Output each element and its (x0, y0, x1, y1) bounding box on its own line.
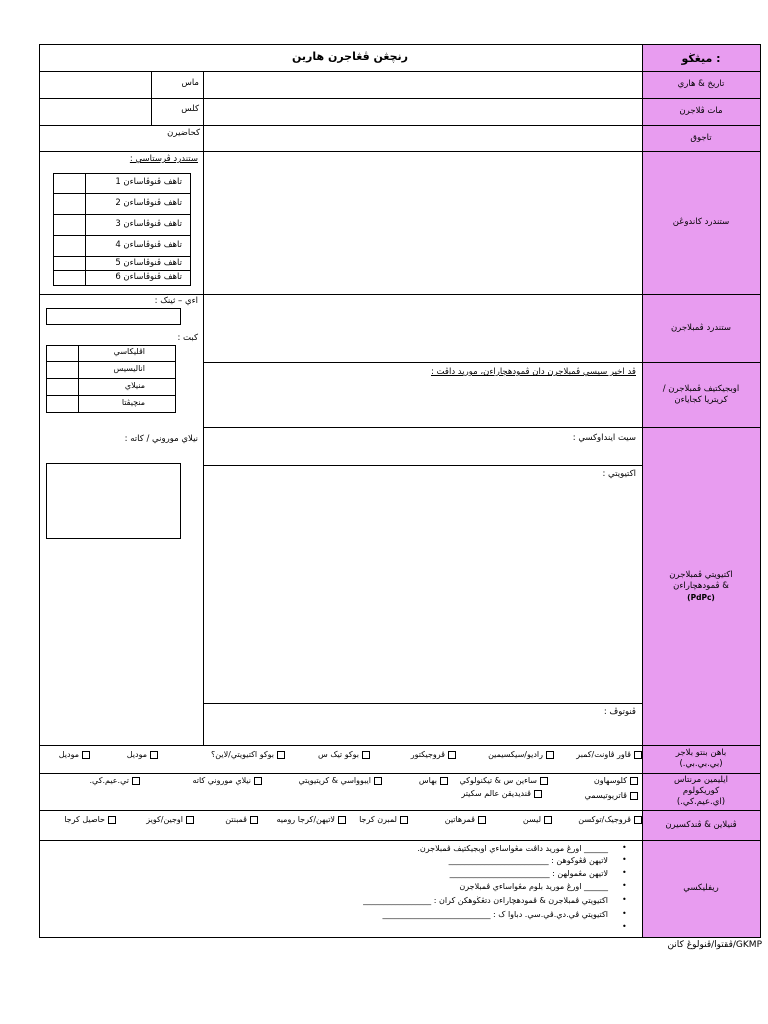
checkbox[interactable] (448, 751, 456, 759)
time-label: ماس (181, 78, 199, 88)
values-field[interactable] (46, 463, 181, 539)
checkbox[interactable] (150, 751, 158, 759)
bullet: • (622, 881, 627, 890)
bbb-option[interactable]: بوکو اکتيويتي/لاين؟ (211, 750, 285, 759)
set-induction-label: سيت اينداوکسي : (572, 433, 636, 443)
checkbox[interactable] (374, 777, 382, 785)
checkbox[interactable] (478, 816, 486, 824)
emk-option[interactable]: نيلاي موروني کاته (192, 776, 262, 785)
checkbox[interactable] (400, 816, 408, 824)
week-label: ميڠڬو : (681, 51, 721, 65)
kbat-row[interactable]: منچيڤتا (46, 396, 176, 413)
set-induction-field[interactable] (204, 445, 641, 465)
emk-option[interactable]: کلوسهاون (594, 776, 638, 785)
bullet: • (622, 843, 627, 852)
time-value-field[interactable] (204, 72, 641, 97)
activities-label-sub: (PdPc) (687, 592, 715, 602)
kbat-row[interactable]: اناليسيس (46, 362, 176, 379)
bbb-option[interactable]: ڤاور ڤاونت/کمبر (576, 750, 642, 759)
reflection-line: لاتيهن مڠمولهن : _________________________ (449, 869, 608, 878)
bullet: • (622, 868, 627, 877)
emk-option[interactable]: ڤنديديقن عالم سکيتر (461, 789, 542, 798)
bbb-option[interactable]: ڤروجيکتور (411, 750, 456, 759)
assessment-label: ڤنيلاين & ڤندکسيرن (665, 819, 737, 830)
perf-level-row[interactable]: تاهف ڤنوڤاساءن 5 (53, 257, 191, 271)
checkbox[interactable] (277, 751, 285, 759)
activity-field[interactable] (204, 482, 641, 702)
checkbox[interactable] (546, 751, 554, 759)
checkbox[interactable] (186, 816, 194, 824)
reflection-line: لاتيهن ڤڠوکوهن : _________________________ (448, 856, 608, 865)
i-think-field[interactable] (46, 308, 181, 325)
assessment-option[interactable]: لاتيهن/کرجا روميه (276, 815, 346, 824)
date-value-field[interactable] (40, 72, 150, 97)
checkbox[interactable] (108, 816, 116, 824)
bbb-option[interactable]: موديل (59, 750, 90, 759)
perf-level-row[interactable]: تاهف ڤنوڤاساءن 6 (53, 271, 191, 286)
perf-level-row[interactable]: تاهف ڤنوڤاساءن 2 (53, 194, 191, 215)
assessment-option[interactable]: ڤمرهاتين (445, 815, 486, 824)
reflection-line: اکتيويتي ڤي.دي.ڤي.سي. دباوا ک : ___________________________ (382, 910, 608, 919)
checkbox[interactable] (630, 777, 638, 785)
performance-standard-label: ستندرد ڤرستاسي : (129, 154, 198, 164)
footer-signature-line: ڤقتوا/ڤنولوڠ کانن/GKMP (667, 940, 762, 950)
bbb-option[interactable]: بوکو تيک س (318, 750, 370, 759)
checkbox[interactable] (82, 751, 90, 759)
learning-standard-label: ستندرد ڤمبلاجرن (670, 322, 732, 333)
emk-option[interactable]: تي.عيم.کي. (89, 776, 140, 785)
date-day-label: تاريخ & هاري (677, 79, 725, 89)
perf-level-row[interactable]: تاهف ڤنوڤاساءن 3 (53, 215, 191, 236)
checkbox[interactable] (540, 777, 548, 785)
closure-label: ڤنوتوڤ : (603, 707, 636, 717)
learning-standard-field[interactable] (204, 295, 641, 361)
activity-label: اکتيويتي : (602, 469, 636, 479)
bullet: • (622, 909, 627, 918)
assessment-option[interactable]: ڤمبنتن (225, 815, 258, 824)
i-think-label: اءي – ثينک : (154, 296, 198, 306)
checkbox[interactable] (634, 816, 642, 824)
assessment-option[interactable]: اوجين/کويز (146, 815, 194, 824)
content-standard-label: ستندرد کاندوڠن (672, 217, 730, 227)
content-standard-field[interactable] (204, 152, 641, 293)
perf-level-row[interactable]: تاهف ڤنوڤاساءن 1 (53, 173, 191, 194)
objectives-statement: ڤد اخير سيسي ڤمبلاجرن دان ڤمودهچاراءن، موريد داڤت : (430, 367, 636, 377)
cross-curricular-label: ايليمين مرنتاس کوريکولوم (اي.عيم.کي.) (674, 775, 728, 807)
subject-label: مات ڤلاجرن (679, 106, 723, 116)
checkbox[interactable] (440, 777, 448, 785)
kbat-label: کبت : (177, 333, 198, 343)
page-title: رنچڠن ڤڠاجرن هارين (292, 50, 408, 63)
reflection-line: ______ اورڠ موريد بلوم مڠواساءي ڤمبلاجرن (459, 882, 608, 891)
bullet: • (622, 922, 627, 931)
topic-label: تاجوق (690, 132, 712, 143)
closure-field[interactable] (204, 720, 641, 744)
emk-option[interactable]: بهاس (419, 776, 448, 785)
kbat-row[interactable]: اڤليکاسي (46, 345, 176, 362)
bbb-option[interactable]: موديل (127, 750, 158, 759)
kbat-row[interactable]: منيلاي (46, 379, 176, 396)
assessment-option[interactable]: لمبرن کرجا (359, 815, 408, 824)
checkbox[interactable] (250, 816, 258, 824)
emk-option[interactable]: ساءين س & تيکنولوکي (459, 776, 548, 785)
activities-label-text: اکتيويتي ڤمبلاجرن & ڤمودهچاراءن (669, 569, 733, 591)
objectives-label: اوبجيکتيف ڤمبلاجرن / کريتريا کجاياءن (662, 383, 740, 405)
bullet: • (622, 855, 627, 864)
attendance-label: کحاضيرن (167, 128, 200, 138)
checkbox[interactable] (534, 790, 542, 798)
assessment-option[interactable]: حاصيل کرجا (64, 815, 116, 824)
bbb-option[interactable]: راديو/سيکسيمين (488, 750, 554, 759)
bullet: • (622, 895, 627, 904)
checkbox[interactable] (338, 816, 346, 824)
assessment-option[interactable]: ڤروجيک/توکسن (578, 815, 642, 824)
checkbox[interactable] (544, 816, 552, 824)
reflection-line: ______ اورڠ موريد داڤت مڠواساءي اوبجيکتيف ڤمبلاجرن. (417, 844, 608, 853)
checkbox[interactable] (254, 777, 262, 785)
perf-level-row[interactable]: تاهف ڤنوڤاساءن 4 (53, 236, 191, 257)
reflection-line: اکتيويتي ڤمبلاجرن & ڤمودهچاراءن دتڠڬوهکن کران : _________________ (363, 896, 608, 905)
class-value-field[interactable] (204, 99, 641, 124)
checkbox[interactable] (132, 777, 140, 785)
emk-option[interactable]: ڤاتريوتيسمي (585, 791, 638, 800)
topic-value-field[interactable] (204, 126, 641, 150)
checkbox[interactable] (362, 751, 370, 759)
checkbox[interactable] (634, 751, 642, 759)
reflection-label: ريفليکسي (683, 883, 719, 893)
assessment-option[interactable]: ليسن (523, 815, 552, 824)
checkbox[interactable] (630, 792, 638, 800)
emk-option[interactable]: ايبوواسي & کريتيويتي (299, 776, 383, 785)
class-label: کلس (181, 104, 199, 114)
teaching-aids-label: باهن بنتو بلاجر (بي.بي.بي.) (675, 748, 727, 769)
activities-label (642, 427, 760, 745)
values-label: نيلاي موروني / کاته : (124, 434, 198, 444)
